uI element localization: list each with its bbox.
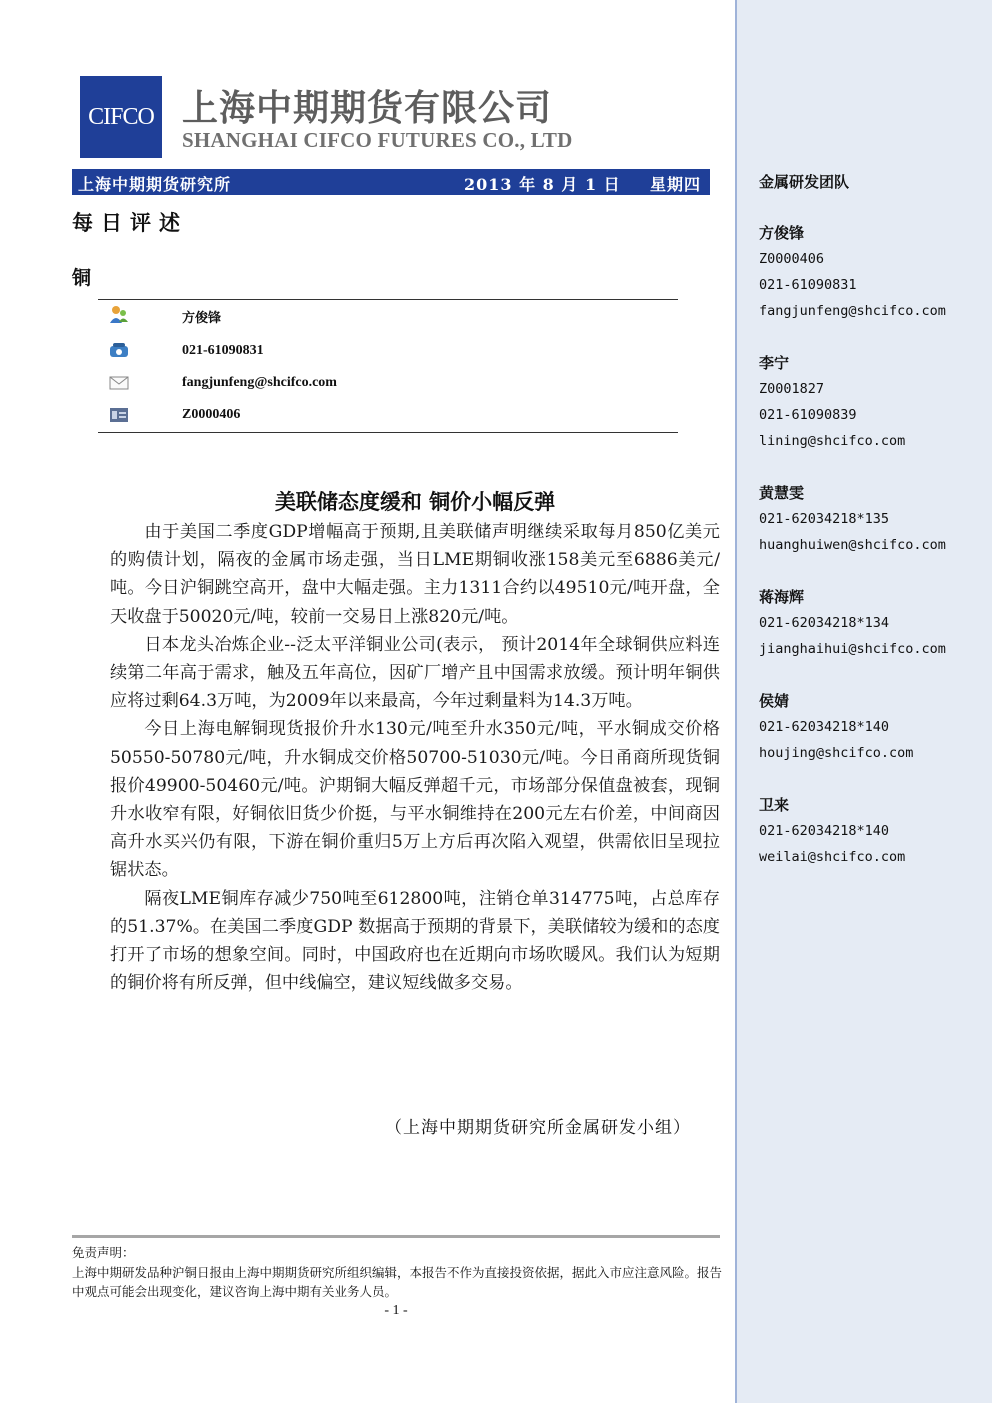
member-email[interactable]: jianghaihui@shcifco.com: [759, 641, 946, 657]
team-title: 金属研发团队: [759, 173, 850, 191]
company-name-en: SHANGHAI CIFCO FUTURES CO., LTD: [182, 128, 573, 152]
team-member: [759, 480, 989, 558]
header-bar: [72, 169, 710, 195]
member-name: 黄慧雯: [759, 484, 805, 502]
article-paragraph: 隔夜LME铜库存减少750吨至612800吨，注销仓单314775吨，占总库存的51.37%。在美国二季度GDP 数据高于预期的背景下，美联储较为缓和的态度打开了市场的想象空间。同时，中国政府也在近期向市场吹暖风。我们认为短期的铜价将有所反弹，但中线偏空，建议短线做多交易。: [110, 888, 720, 994]
team-member: [759, 350, 989, 454]
contact-email[interactable]: fangjunfeng@shcifco.com: [182, 375, 337, 390]
member-email[interactable]: weilai@shcifco.com: [759, 849, 906, 865]
phone-icon: [108, 340, 130, 362]
disclaimer: [72, 1243, 722, 1302]
mail-icon: [108, 372, 130, 394]
member-name: 方俊锋: [759, 224, 805, 242]
member-phone: 021-61090831: [759, 277, 857, 293]
article-signoff: （上海中期期货研究所金属研发小组）: [385, 1118, 691, 1138]
section-title: 每日评述: [72, 210, 188, 235]
report-date: 2013 年 8 月 1 日: [464, 175, 621, 194]
contact-email-row: [108, 372, 668, 396]
company-logo: [80, 76, 162, 158]
article-paragraph: 日本龙头冶炼企业--泛太平洋铜业公司(表示， 预计2014年全球铜供应料连续第二年高于需求，触及五年高位，因矿厂增产且中国需求放缓。预计明年铜供应将过剩64.3万吨，为2009年以来最高，今年过剩量料为14.3万吨。: [110, 634, 720, 712]
member-phone: 021-62034218*135: [759, 511, 890, 527]
member-name: 李宁: [759, 354, 790, 372]
contact-license-row: [108, 404, 668, 428]
team-member: [759, 792, 989, 870]
logo-text: CIFCO: [88, 103, 154, 130]
member-name: 侯婧: [759, 692, 790, 710]
id-card-icon: [108, 404, 130, 426]
member-phone: 021-62034218*134: [759, 615, 890, 631]
member-email[interactable]: huanghuiwen@shcifco.com: [759, 537, 946, 553]
team-sidebar: [735, 0, 992, 1403]
member-license: Z0001827: [759, 381, 825, 397]
team-member: [759, 688, 989, 766]
institute-name: 上海中期期货研究所: [78, 175, 232, 194]
member-license: Z0000406: [759, 251, 825, 267]
page-number: - 1 -: [384, 1303, 408, 1318]
article-title: 美联储态度缓和 铜价小幅反弹: [274, 489, 556, 514]
person-icon: [108, 304, 130, 326]
contact-bottom-divider: [98, 432, 678, 433]
contact-top-divider: [98, 299, 678, 300]
contact-phone: 021-61090831: [182, 343, 264, 358]
member-name: 蒋海辉: [759, 588, 805, 606]
disclaimer-title: 免责声明：: [72, 1245, 135, 1260]
company-name-cn: 上海中期期货有限公司: [182, 88, 553, 129]
member-email[interactable]: fangjunfeng@shcifco.com: [759, 303, 946, 319]
disclaimer-body: 上海中期研发品种沪铜日报由上海中期期货研究所组织编辑，本报告不作为直接投资依据，据此入市应注意风险。报告中观点可能会出现变化，建议咨询上海中期有关业务人员。: [72, 1264, 723, 1299]
contact-license: Z0000406: [182, 407, 241, 422]
article-paragraph: 由于美国二季度GDP增幅高于预期,且美联储声明继续采取每月850亿美元的购债计划，隔夜的金属市场走强，当日LME期铜收涨158美元至6886美元/吨。今日沪铜跳空高开，盘中大幅走强。主力1311合约以49510元/吨开盘，全天收盘于50020元/吨，较前一交易日上涨820元/吨。: [110, 522, 720, 627]
member-email[interactable]: houjing@shcifco.com: [759, 745, 914, 761]
member-phone: 021-61090839: [759, 407, 857, 423]
member-name: 卫来: [759, 796, 790, 814]
contact-name-row: [108, 304, 668, 328]
article-body: [110, 518, 720, 997]
contact-name: 方俊锋: [182, 311, 222, 326]
member-email[interactable]: lining@shcifco.com: [759, 433, 906, 449]
metal-label: 铜: [72, 267, 92, 289]
article-paragraph: 今日上海电解铜现货报价升水130元/吨至升水350元/吨，平水铜成交价格50550-50780元/吨，升水铜成交价格50700-51030元/吨。今日甬商所现货铜报价49900-50460元/吨。沪期铜大幅反弹超千元，市场部分保值盘被套，现铜升水收窄有限，好铜依旧货少价挺，与平水铜维持在200元左右价差，中间商因高升水买兴仍有限，下游在铜价重归5万上方后再次陷入观望，供需依旧呈现拉锯状态。: [110, 719, 720, 881]
member-phone: 021-62034218*140: [759, 719, 890, 735]
team-member: [759, 220, 989, 324]
team-member: [759, 584, 989, 662]
footer-divider: [72, 1235, 720, 1238]
member-phone: 021-62034218*140: [759, 823, 890, 839]
contact-phone-row: [108, 340, 668, 364]
report-weekday: 星期四: [650, 175, 702, 194]
